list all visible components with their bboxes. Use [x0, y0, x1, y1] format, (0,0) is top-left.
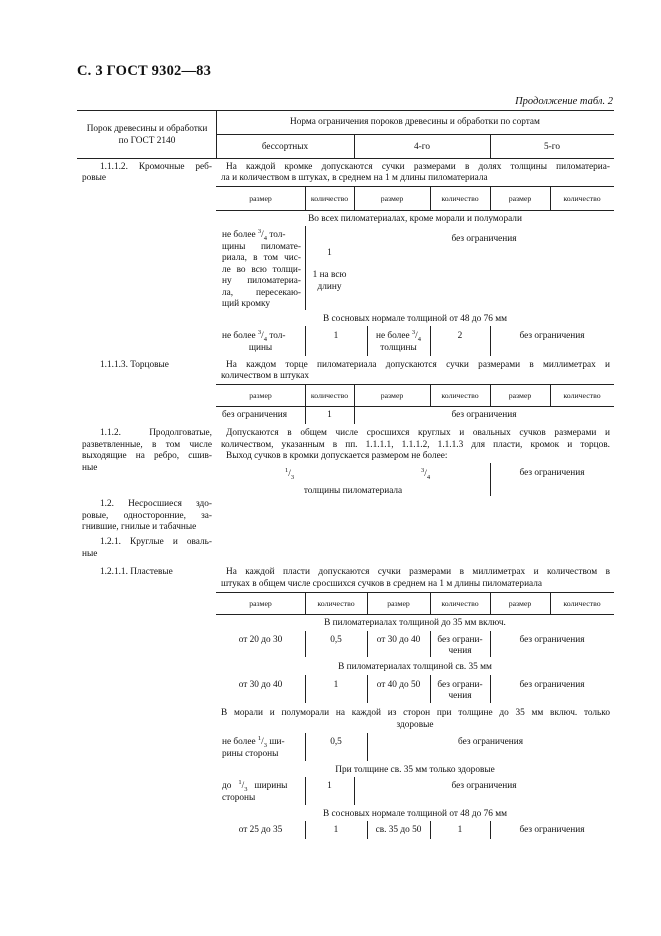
- r1-count: 0,5: [330, 635, 342, 645]
- col-count-1-1113: количество: [310, 391, 349, 400]
- size-1112-line-2: риала, в том чис-: [222, 253, 301, 263]
- subhead-bottom-1112: [216, 210, 614, 211]
- row-label-121-a: 1.2.1. Круглые и оваль-: [100, 537, 212, 547]
- col-count-1-1211: количество: [317, 599, 355, 608]
- row-label-1211: 1.2.1.1. Пластевые: [100, 567, 173, 577]
- r1-size: от 20 до 30: [238, 635, 283, 645]
- count-1112-pine: 1: [333, 331, 339, 341]
- subhead-top-1112: [216, 186, 614, 187]
- r2-count4-b: чения: [448, 691, 472, 701]
- nolimit-112: без ограничения: [519, 468, 585, 478]
- desc-1113-a: На каждом торце пиломатериала допускаются сучки размерами в миллиметрах и: [226, 360, 610, 370]
- count4-1112-pine: 2: [457, 331, 463, 341]
- r2-count: 1: [333, 680, 339, 690]
- size4-1112-pine-b: толщины: [380, 343, 417, 353]
- row-label-1112-b: ровые: [82, 173, 107, 183]
- row-label-12-b: ровые, односторонние, за-: [82, 510, 212, 521]
- row-label-112-d: ные: [82, 462, 98, 473]
- col-count-3: количество: [563, 194, 601, 203]
- size-1112-line-4: ну пиломатериа-: [222, 276, 301, 286]
- r3-rest: без ограничения: [457, 737, 524, 747]
- subhead-bottom-1113: [216, 406, 614, 407]
- desc-1211-b: штуках в общем числе сросшихся сучков в среднем на 1 м длины пиломатериала: [221, 578, 543, 589]
- r1-size4: от 30 до 40: [376, 635, 421, 645]
- desc-1112-b: ла и количеством в штуках, в среднем на 1 м длины пиломатериала: [221, 173, 488, 183]
- subheading-1211-moral-a: В морали и полуморали на каждой из сторон при толщине до 35 мм включ. только: [221, 708, 610, 718]
- size-1112-line-5: ла, пересекаю-: [222, 287, 301, 298]
- row-label-112-a: 1.1.2. Продолговатые,: [100, 428, 212, 438]
- col-size-2-1211: размер: [387, 599, 410, 608]
- count-1112-one: 1: [327, 248, 332, 258]
- norm-header: Норма ограничения пороков древесины и обработки по сортам: [290, 117, 540, 127]
- col-count-3-1211: количество: [563, 599, 601, 608]
- r2-grade5: без ограничения: [519, 680, 585, 690]
- r3-size-a: не более $^1/_3$ ши-: [222, 734, 285, 749]
- r5-grade5: без ограничения: [519, 825, 585, 835]
- col-size-2: размер: [380, 194, 404, 203]
- count-1112-full-a: 1 на всю: [312, 270, 347, 280]
- size-1112-last: щий кромку: [222, 299, 270, 309]
- col-size-3: размер: [508, 194, 532, 203]
- desc-112-c: Выход сучков в кромки допускается размером не более:: [226, 451, 448, 461]
- size-1112-pine-a: не более $^3/_4$ тол-: [222, 328, 286, 343]
- grade5-1112-pine: без ограничения: [519, 331, 585, 341]
- row-label-1113: 1.1.1.3. Торцовые: [100, 360, 169, 370]
- row-label-12-a: 1.2. Несросшиеся здо-: [100, 499, 212, 509]
- desc-1113-b: количеством в штуках: [221, 371, 310, 381]
- r3-size-b: рины стороны: [222, 748, 279, 759]
- col-size-2-1113: размер: [380, 391, 404, 400]
- subheading-1112-pine: В сосновых нормале толщиной от 48 до 76 мм: [323, 314, 507, 324]
- subheading-1211-moral-b: здоровые: [396, 719, 434, 730]
- r2-size: от 30 до 40: [238, 680, 283, 690]
- col-size-1-1211: размер: [249, 599, 272, 608]
- desc-112-a: Допускаются в общем числе сросшихся круглых и овальных сучков размерами и: [226, 428, 610, 438]
- size-1112-line-1: щины пиломате-: [222, 241, 301, 252]
- desc-1211-a: На каждой пласти допускаются сучки размерами в миллиметрах и количеством в: [226, 567, 610, 577]
- row-label-112-b: разветвленные, в том числе: [82, 439, 212, 450]
- col-count-2-1211: количество: [441, 599, 479, 608]
- grade-4: 4-го: [414, 142, 430, 152]
- col-count-2-1113: количество: [441, 391, 479, 400]
- r5-size: от 25 до 35: [238, 825, 283, 835]
- body-div-1112-a: [305, 226, 306, 310]
- r1-count4-a: без ограни-: [437, 635, 483, 645]
- continuation-label: Продолжение табл. 2: [515, 96, 613, 107]
- r2-count4-a: без ограни-: [437, 680, 483, 690]
- col-size-1-1113: размер: [249, 391, 272, 400]
- r4-count: 1: [327, 781, 332, 791]
- subheading-1112-all: Во всех пиломатериалах, кроме морали и полуморали: [308, 214, 522, 224]
- header-bottom-border: [77, 158, 614, 159]
- row-label-1112-a: 1.1.1.2. Кромочные реб-: [100, 162, 212, 172]
- col-size-3-1211: размер: [508, 599, 532, 608]
- size-1112-line-3: ле во всю толщи-: [222, 264, 301, 275]
- size4-1112-pine-a: не более $^3/_4$: [376, 328, 421, 343]
- grade-5: 5-го: [544, 142, 560, 152]
- thickness-112: толщины пиломатериала: [303, 486, 403, 496]
- count-1112-full-b: длину: [317, 282, 342, 292]
- row-label-12-c: гнившие, гнилые и табачные: [82, 522, 197, 532]
- frac-112-three-quarter: $^3/_4$: [421, 466, 431, 481]
- r3-count: 0,5: [330, 737, 342, 747]
- subheading-1211-pine: В сосновых нормале толщиной от 48 до 76 мм: [323, 809, 507, 819]
- desc-112-b: количеством, указанным в пп. 1.1.1.1, 1.1.1.2, 1.1.1.3 для пласти, кромок и торцов.: [221, 439, 610, 450]
- frac-112-third: $^1/_3$: [285, 466, 295, 481]
- r5-size4: св. 35 до 50: [375, 825, 422, 835]
- page-header: С. 3 ГОСТ 9302—83: [77, 63, 212, 79]
- r2-size4: от 40 до 50: [376, 680, 421, 690]
- col-size-3-1113: размер: [508, 391, 532, 400]
- count-1113: 1: [327, 410, 332, 420]
- row-label-112-c: выходящие на ребро, сшив-: [82, 451, 212, 461]
- header-norm-divider: [216, 134, 614, 135]
- table-top-border: [77, 110, 614, 111]
- desc-1112-a: На каждой кромке допускаются сучки размерами в долях толщины пиломатериа-: [226, 162, 610, 172]
- subheading-1211-over35: В пиломатериалах толщиной св. 35 мм: [338, 662, 492, 672]
- rest-1113: без ограничения: [451, 410, 517, 420]
- r4-size-b: стороны: [222, 792, 256, 803]
- nolimit-1112: без ограничения: [451, 234, 517, 244]
- r1-grade5: без ограничения: [519, 635, 585, 645]
- col-size-1: размер: [249, 194, 272, 203]
- r5-count4: 1: [457, 825, 463, 835]
- col-count-2: количество: [441, 194, 479, 203]
- subhead-top-1113: [216, 384, 614, 385]
- subheading-1211-healthy: При толщине св. 35 мм только здоровые: [335, 765, 495, 775]
- subhead-bottom-1211: [216, 614, 614, 615]
- r1-count4-b: чения: [448, 646, 472, 656]
- subheading-1211-upto35: В пиломатериалах толщиной до 35 мм включ.: [324, 618, 506, 628]
- col-count-3-1113: количество: [563, 391, 601, 400]
- size-1112-first: не более $^3/_4$ тол-: [222, 227, 286, 242]
- size-1113: без ограничения: [222, 410, 288, 420]
- r4-size-a: до $^1/_3$ ширины: [222, 778, 288, 793]
- r5-count: 1: [333, 825, 339, 835]
- subhead-top-1211: [216, 592, 614, 593]
- size-1112-pine-b: щины: [248, 343, 273, 353]
- grade-unsorted: бессортных: [261, 142, 309, 152]
- row-label-121-b: ные: [82, 548, 98, 559]
- col-count-1: количество: [310, 194, 349, 203]
- r4-rest: без ограничения: [451, 781, 517, 791]
- defect-column-header: Порок древесины и обработки по ГОСТ 2140: [86, 124, 208, 146]
